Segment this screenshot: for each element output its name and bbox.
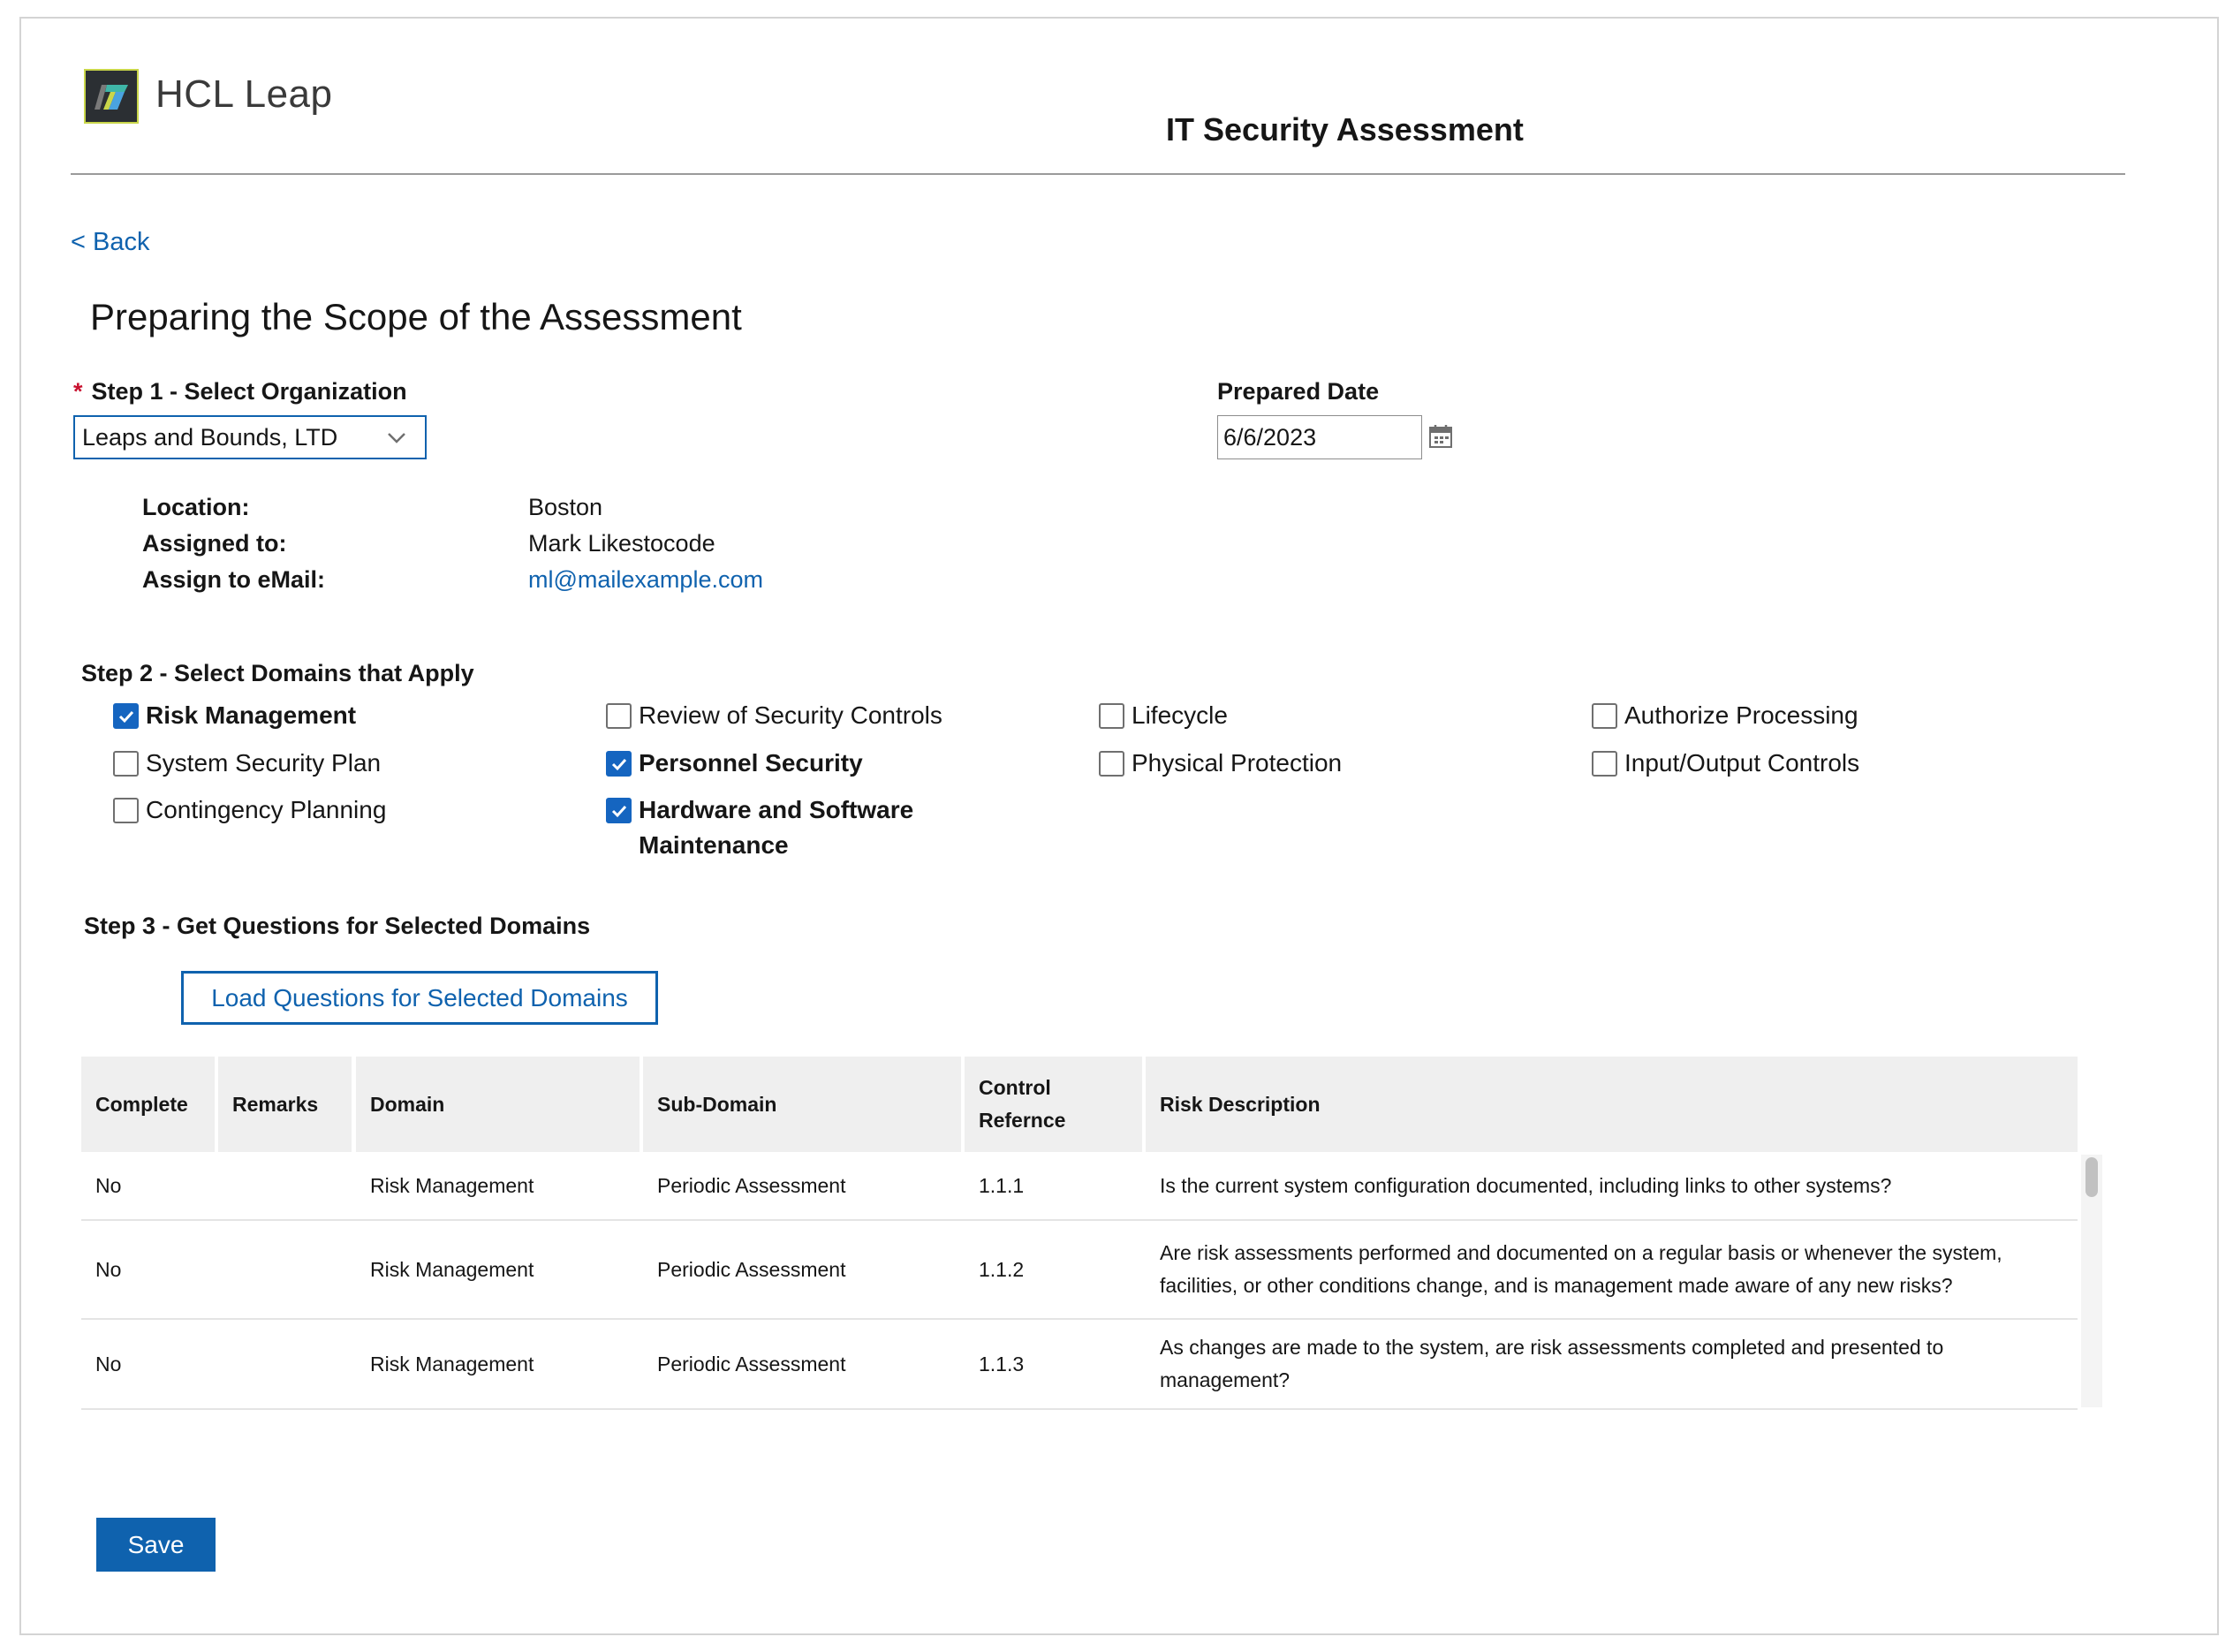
table-cell-remarks [218,1152,352,1219]
prepared-date-label: Prepared Date [1217,378,1380,405]
questions-table [81,1057,2078,1410]
assigned-to-label: Assigned to: [142,530,287,557]
table-body [81,1152,2078,1410]
organization-select-value: Leaps and Bounds, LTD [82,424,338,451]
checkbox-unchecked-icon[interactable] [113,751,139,777]
domain-checkbox-label: Contingency Planning [146,796,387,823]
table-cell-subdomain: Periodic Assessment [657,1352,846,1375]
table-row[interactable] [81,1221,2078,1320]
table-cell-remarks [218,1320,352,1408]
domain-checkbox-item[interactable] [1099,749,1342,781]
table-cell-control: 1.1.1 [979,1173,1025,1197]
domain-checkbox-label: Risk Management [146,701,357,729]
table-cell-remarks [218,1221,352,1318]
table-scrollbar-thumb[interactable] [2085,1157,2098,1197]
table-cell-domain: Risk Management [370,1173,534,1197]
table-cell-risk: As changes are made to the system, are risk assessments completed and presented to management? [1160,1336,1944,1391]
checkbox-unchecked-icon[interactable] [1099,751,1124,777]
table-row[interactable] [81,1152,2078,1221]
column-header-remarks[interactable]: Remarks [218,1057,352,1152]
step3-label: Step 3 - Get Questions for Selected Domains [84,913,591,939]
page-title: Preparing the Scope of the Assessment [90,296,742,337]
brand-name: HCL Leap [155,72,333,116]
table-cell-complete: No [95,1257,122,1281]
table-cell-control: 1.1.3 [979,1352,1025,1375]
table-cell-risk: Are risk assessments performed and documented on a regular basis or whenever the system, facilities, or other conditions change, and is management made aware of any new risks? [1160,1241,2002,1297]
assigned-to-value: Mark Likestocode [528,530,715,557]
domain-checkbox-item[interactable] [1099,701,1228,733]
step2-label: Step 2 - Select Domains that Apply [81,660,474,686]
domain-checkbox-label: Review of Security Controls [639,701,942,729]
domain-checkbox-label: Physical Protection [1132,749,1343,777]
domain-checkbox-label: Input/Output Controls [1624,749,1860,777]
header-divider [71,173,2125,175]
domain-checkbox-item[interactable] [606,796,924,863]
table-cell-complete: No [95,1352,122,1375]
domain-checkbox-label: Authorize Processing [1624,701,1858,729]
chevron-down-icon [386,417,407,472]
checkbox-unchecked-icon[interactable] [1099,703,1124,729]
domain-checkbox-item[interactable] [113,749,381,781]
checkbox-checked-icon[interactable] [606,798,632,823]
domain-checkbox-item[interactable] [113,701,356,733]
domain-checkbox-label: Personnel Security [639,749,863,777]
column-header-risk-description[interactable]: Risk Description [1146,1057,2078,1152]
load-questions-button[interactable]: Load Questions for Selected Domains [181,971,658,1025]
checkbox-unchecked-icon[interactable] [1592,703,1617,729]
domain-checkbox-item[interactable] [606,701,942,733]
domain-checkbox-label: System Security Plan [146,749,382,777]
step1-label-text: Step 1 - Select Organization [91,378,407,405]
domain-checkbox-label: Hardware and Software Maintenance [639,796,914,859]
table-header-row [81,1057,2078,1152]
table-cell-subdomain: Periodic Assessment [657,1257,846,1281]
organization-select[interactable] [73,415,427,459]
column-header-subdomain[interactable]: Sub-Domain [643,1057,961,1152]
table-cell-control: 1.1.2 [979,1257,1025,1281]
prepared-date-input[interactable]: 6/6/2023 [1217,415,1422,459]
checkbox-unchecked-icon[interactable] [1592,751,1617,777]
table-cell-subdomain: Periodic Assessment [657,1173,846,1197]
domain-checkbox-item[interactable] [1592,749,1859,781]
table-cell-domain: Risk Management [370,1257,534,1281]
column-header-complete[interactable]: Complete [81,1057,215,1152]
table-cell-risk: Is the current system configuration documented, including links to other systems? [1160,1173,1892,1197]
save-button[interactable]: Save [96,1518,216,1572]
back-link[interactable]: < Back [71,228,150,256]
app-title: IT Security Assessment [1166,111,1524,148]
required-marker: * [73,378,83,405]
domain-checkbox-item[interactable] [606,749,863,781]
domain-checkbox-label: Lifecycle [1132,701,1228,729]
table-cell-complete: No [95,1173,122,1197]
checkbox-unchecked-icon[interactable] [113,798,139,823]
column-header-control-reference[interactable] [965,1057,1142,1152]
calendar-icon[interactable] [1427,423,1454,450]
checkbox-unchecked-icon[interactable] [606,703,632,729]
location-label: Location: [142,494,250,520]
column-header-control-reference-text: Control Refernce [979,1076,1066,1132]
checkbox-checked-icon[interactable] [606,751,632,777]
checkbox-checked-icon[interactable] [113,703,139,729]
step1-label [73,378,407,405]
location-value: Boston [528,494,603,520]
domain-checkbox-item[interactable] [113,796,386,828]
assign-email-link[interactable]: ml@mailexample.com [528,566,763,593]
hcl-leap-logo-icon [84,69,139,124]
assign-email-label: Assign to eMail: [142,566,326,593]
table-cell-domain: Risk Management [370,1352,534,1375]
table-row[interactable] [81,1320,2078,1410]
domain-checkbox-item[interactable] [1592,701,1858,733]
column-header-domain[interactable]: Domain [356,1057,640,1152]
